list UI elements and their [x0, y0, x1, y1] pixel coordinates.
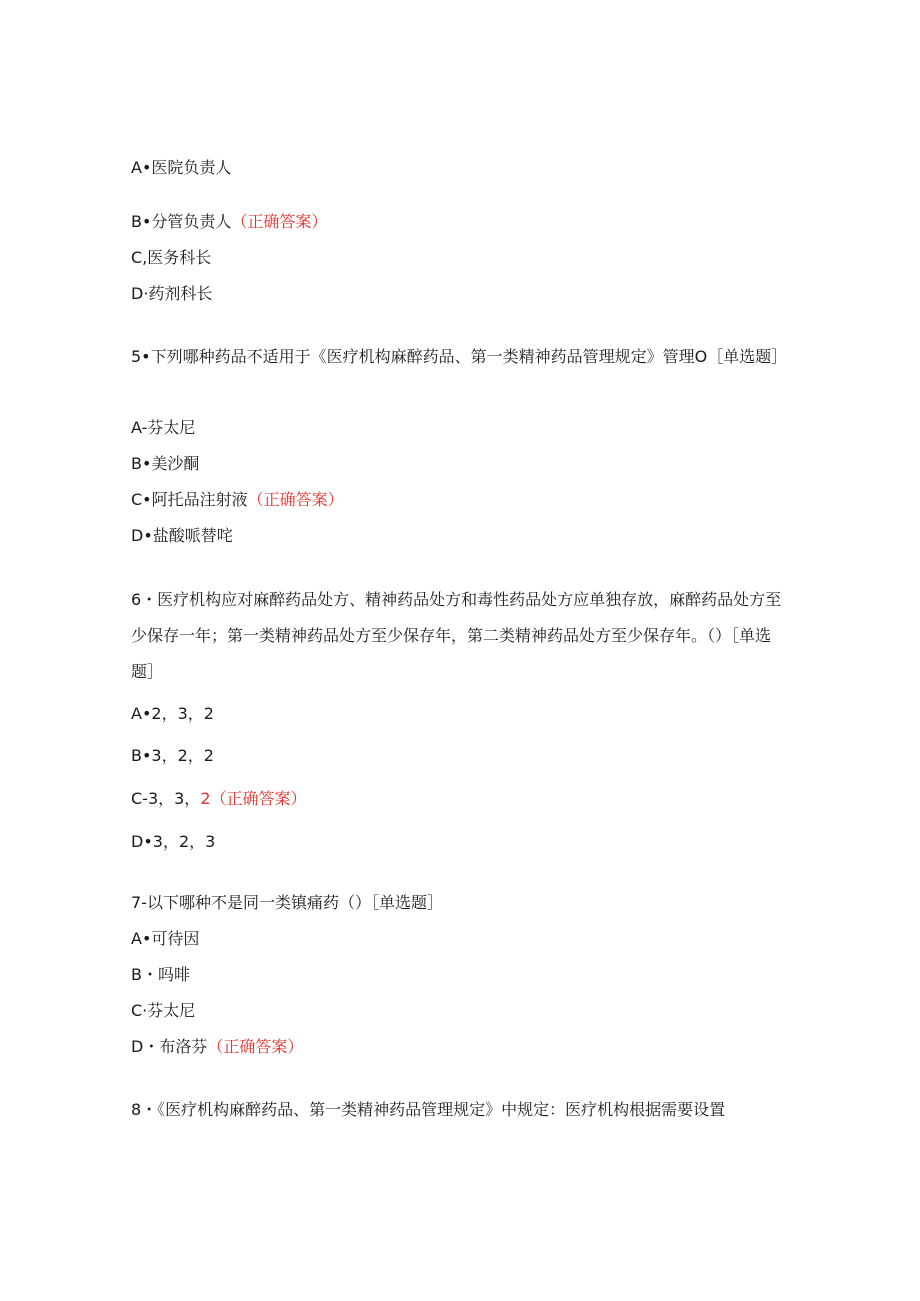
option-text: A•医院负责人: [131, 158, 232, 177]
q5-option-a: [131, 417, 195, 439]
option-text: A•2，3，2: [131, 704, 214, 723]
q4-option-d: [131, 283, 212, 305]
option-text: C,医务科长: [131, 248, 212, 267]
option-text: D•3，2，3: [131, 832, 216, 851]
q4-option-c: [131, 247, 211, 269]
q6-option-c: [131, 788, 307, 810]
option-text: C•阿托品注射液: [131, 490, 248, 509]
option-text: C·芬太尼: [131, 1001, 196, 1020]
q7-option-b: [131, 964, 190, 986]
option-text: B•美沙酮: [131, 454, 200, 473]
q7-stem: 7-以下哪种不是同一类镇痛药（）［单选题］: [131, 893, 443, 912]
q5-option-c: [131, 489, 344, 511]
option-text: D·药剂科长: [131, 284, 213, 303]
correct-answer-mark: （正确答案）: [247, 490, 344, 509]
correct-answer-mark: （正确答案）: [207, 1037, 304, 1056]
q5-stem: 5•下列哪种药品不适用于《医疗机构麻醉药品、第一类精神药品管理规定》管理O［单选题］: [131, 347, 788, 366]
q4-option-b: [131, 211, 327, 233]
q6-option-b: [131, 745, 214, 767]
option-text: B・吗啡: [131, 965, 190, 984]
option-text: A•可待因: [131, 929, 200, 948]
q4-option-a: [131, 157, 231, 179]
q8-stem: 8・《医疗机构麻醉药品、第一类精神药品管理规定》中规定：医疗机构根据需要设置: [131, 1100, 726, 1119]
q6-option-a: [131, 703, 214, 725]
q6-stem: 6・医疗机构应对麻醉药品处方、精神药品处方和毒性药品处方应单独存放，麻醉药品处方至少保存一年；第一类精神药品处方至少保存年，第二类精神药品处方至少保存年。（）［单选题］: [131, 590, 782, 681]
q5-option-b: [131, 453, 199, 475]
q7-option-a: [131, 928, 199, 950]
q5-option-d: [131, 525, 233, 547]
correct-answer-mark: 2（正确答案）: [200, 789, 307, 808]
option-text: B•分管负责人: [131, 212, 232, 231]
option-text: A-芬太尼: [131, 418, 196, 437]
option-text: B•3，2，2: [131, 746, 214, 765]
option-text: D•盐酸哌替咤: [131, 526, 233, 545]
q7-option-c: [131, 1000, 195, 1022]
q7-option-d: [131, 1036, 303, 1058]
option-text: C-3，3，: [131, 789, 201, 808]
option-text: D・布洛芬: [131, 1037, 208, 1056]
q6-option-d: [131, 831, 215, 853]
correct-answer-mark: （正确答案）: [231, 212, 328, 231]
